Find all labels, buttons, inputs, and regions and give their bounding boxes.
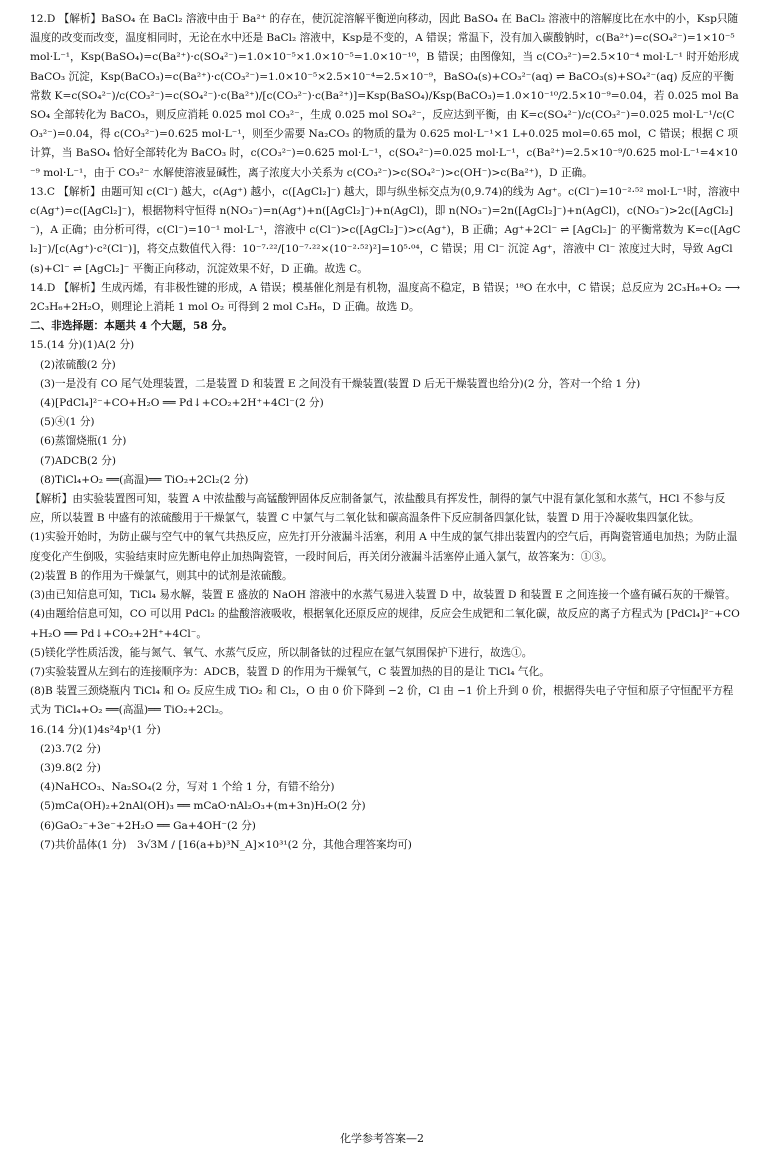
answer-paragraph: (7)ADCB(2 分): [40, 454, 117, 467]
answer-paragraph: (3)由已知信息可知，TiCl₄ 易水解，装置 E 盛放的 NaOH 溶液中的水蒸气易进入装置 D 中，故装置 D 和装置 E 之间连接一个盛有碱石灰的干燥管。: [30, 589, 736, 602]
answer-paragraph: (6)GaO₂⁻+3e⁻+2H₂O ══ Ga+4OH⁻(2 分): [40, 819, 256, 832]
answer-paragraph: 16.(14 分)(1)4s²4p¹(1 分): [30, 723, 161, 736]
page-footer: 化学参考答案—2: [340, 1132, 424, 1145]
answer-paragraph: 14.D 【解析】生成丙烯，有非极性键的形成，A 错误；模基催化剂是有机物，温度高不稳定，B 错误；¹⁸O 在水中，C 错误；总反应为 2C₃H₆+O₂ ⟶ 2C₃H₆+2H₂O，则理论上消耗 1 mol O₂ 可得到 2 mol C₃H₆，D 正确。故选 D。: [30, 281, 741, 314]
answer-paragraph: (7)共价晶体(1 分) 3√3M / [16(a+b)³N_A]×10³¹(2 分，其他合理答案均可): [40, 838, 412, 851]
answer-paragraph: (4)由题给信息可知，CO 可以用 PdCl₂ 的盐酸溶液吸收，根据氧化还原反应的规律，反应会生成钯和二氧化碳，故反应的离子方程式为 [PdCl₄]²⁻+CO+H₂O ══ Pd↓+CO₂+2H⁺+4Cl⁻。: [30, 608, 740, 640]
answer-paragraph: 13.C 【解析】由题可知 c(Cl⁻) 越大，c(Ag⁺) 越小，c([AgCl₂]⁻) 越大，即与纵坐标交点为(0,9.74)的线为 Ag⁺。c(Cl⁻)=10⁻²·⁵² mol·L⁻¹时，溶液中 c(Ag⁺)=c([AgCl₂]⁻)，根据物料守恒得 n(NO₃⁻)=n(Ag⁺)+n([AgCl₂]⁻)+n(AgCl)，即 n(NO₃⁻)=2n([AgCl₂]⁻)+n(AgCl)，c(NO₃⁻)>2c([AgCl₂]⁻)，A 正确；由分析可得，c(Cl⁻)=10⁻¹ mol·L⁻¹，溶液中 c(Cl⁻)>c([AgCl₂]⁻)>c(Ag⁺)，B 正确；Ag⁺+2Cl⁻ ⇌ [AgCl₂]⁻ 的平衡常数为 K=c([AgCl₂]⁻)/[c(Ag⁺)·c²(Cl⁻)]，将交点数值代入得：10⁻⁷·²²/[10⁻⁷·²²×(10⁻²·⁵²)²]=10⁵·⁰⁴，C 错误；用 Cl⁻ 沉淀 Ag⁺，溶液中 Cl⁻ 浓度过大时，导致 AgCl(s)+Cl⁻ ⇌ [AgCl₂]⁻ 平衡正向移动，沉淀效果不好，D 正确。故选 C。: [30, 185, 741, 275]
answer-paragraph: (2)浓硫酸(2 分): [40, 358, 116, 371]
answer-paragraph: (3)9.8(2 分): [40, 761, 101, 774]
answer-paragraph: (2)装置 B 的作用为干燥氯气，则其中的试剂是浓硫酸。: [30, 569, 293, 582]
answer-paragraph: 【解析】由实验装置图可知，装置 A 中浓盐酸与高锰酸钾固体反应制备氯气，浓盐酸具有挥发性，制得的氯气中混有氯化氢和水蒸气，HCl 不参与反应，所以装置 B 中盛有的浓硫酸用于干燥氯气，装置 C 中氯气与二氧化钛和碳高温条件下反应制备四氯化钛，装置 D 用于冷凝收集四氯化钛。: [30, 493, 726, 525]
answer-paragraph: (4)NaHCO₃、Na₂SO₄(2 分，写对 1 个给 1 分，有错不给分): [40, 781, 335, 794]
answer-paragraph: (4)[PdCl₄]²⁻+CO+H₂O ══ Pd↓+CO₂+2H⁺+4Cl⁻(2 分): [40, 397, 324, 410]
answer-paragraph: (1)实验开始时，为防止碳与空气中的氧气共热反应，应先打开分液漏斗活塞，利用 A 中生成的氯气排出装置内的空气后，再陶瓷管通电加热；为防止温度变化产生倒吸，实验结束时应先断电停止加热陶瓷管，一段时间后，再关闭分液漏斗活塞停止通入氯气，故答案为：①③。: [30, 531, 738, 563]
answer-paragraph: (6)蒸馏烧瓶(1 分): [40, 435, 127, 448]
answer-paragraph: (3)一是没有 CO 尾气处理装置，二是装置 D 和装置 E 之间没有干燥装置(装置 D 后无干燥装置也给分)(2 分，答对一个给 1 分): [40, 377, 641, 390]
answer-paragraph: 15.(14 分)(1)A(2 分): [30, 339, 135, 352]
answer-paragraph: (5)镁化学性质活泼，能与氮气、氧气、水蒸气反应，所以制备钛的过程应在氩气氛围保护下进行，故选①。: [30, 646, 533, 659]
answer-paragraph: (7)实验装置从左到右的连接顺序为：ADCB，装置 D 的作用为干燥氧气，C 装置加热的目的是让 TiCl₄ 气化。: [30, 665, 550, 678]
answer-content: [30, 10, 742, 855]
answer-paragraph: 12.D 【解析】BaSO₄ 在 BaCl₂ 溶液中由于 Ba²⁺ 的存在，使沉淀溶解平衡逆向移动，因此 BaSO₄ 在 BaCl₂ 溶液中的溶解度比在水中的小，Ksp只随温度的改变而改变，温度相同时，无论在水中还是 BaCl₂ 溶液中，Ksp是不变的，A 错误；常温下，没有加入碳酸钠时，c(Ba²⁺)=c(SO₄²⁻)=1×10⁻⁵ mol·L⁻¹，Ksp(BaSO₄)=c(Ba²⁺)·c(SO₄²⁻)=1.0×10⁻⁵×1.0×10⁻⁵=1.0×10⁻¹⁰，B 错误；由图像知，当 c(CO₃²⁻)=2.5×10⁻⁴ mol·L⁻¹ 时开始形成 BaCO₃ 沉淀，Ksp(BaCO₃)=c(Ba²⁺)·c(CO₃²⁻)=1.0×10⁻⁵×2.5×10⁻⁴=2.5×10⁻⁹，BaSO₄(s)+CO₃²⁻(aq) ⇌ BaCO₃(s)+SO₄²⁻(aq) 反应的平衡常数 K=c(SO₄²⁻)/c(CO₃²⁻)=c(SO₄²⁻)·c(Ba²⁺)/[c(CO₃²⁻)·c(Ba²⁺)]=Ksp(BaSO₄)/Ksp(BaCO₃)=1.0×10⁻¹⁰/2.5×10⁻⁹=0.04，若 0.025 mol BaSO₄ 全部转化为 BaCO₃，则反应消耗 0.025 mol CO₃²⁻，生成 0.025 mol SO₄²⁻，反应达到平衡，由 K=c(SO₄²⁻)/c(CO₃²⁻)=0.025 mol·L⁻¹/c(CO₃²⁻)=0.04，得 c(CO₃²⁻)=0.625 mol·L⁻¹，则至少需要 Na₂CO₃ 的物质的量为 0.625 mol·L⁻¹×1 L+0.025 mol=0.65 mol，C 错误；根据 C 项计算，当 BaSO₄ 恰好全部转化为 BaCO₃ 时，c(CO₃²⁻)=0.625 mol·L⁻¹，c(SO₄²⁻)=0.025 mol·L⁻¹，c(Ba²⁺)=2.5×10⁻⁹/0.625 mol·L⁻¹=4×10⁻⁹ mol·L⁻¹，由于 CO₃²⁻ 水解使溶液显碱性，离子浓度大小关系为 c(CO₃²⁻)>c(SO₄²⁻)>c(OH⁻)>c(Ba²⁺)，D 正确。: [30, 13, 740, 179]
answer-paragraph: (5)④(1 分): [40, 416, 95, 429]
answer-paragraph: (2)3.7(2 分): [40, 742, 101, 755]
answer-paragraph: (8)TiCl₄+O₂ ══(高温)══ TiO₂+2Cl₂(2 分): [40, 473, 249, 486]
answer-paragraph: (5)mCa(OH)₂+2nAl(OH)₃ ══ mCaO·nAl₂O₃+(m+3n)H₂O(2 分): [40, 800, 366, 813]
answer-paragraph: 二、非选择题：本题共 4 个大题，58 分。: [30, 320, 233, 333]
answer-paragraph: (8)B 装置三颈烧瓶内 TiCl₄ 和 O₂ 反应生成 TiO₂ 和 Cl₂，O 由 0 价下降到 −2 价，Cl 由 −1 价上升到 0 价，根据得失电子守恒和原子守恒配平方程式为 TiCl₄+O₂ ══(高温)══ TiO₂+2Cl₂。: [30, 685, 734, 717]
